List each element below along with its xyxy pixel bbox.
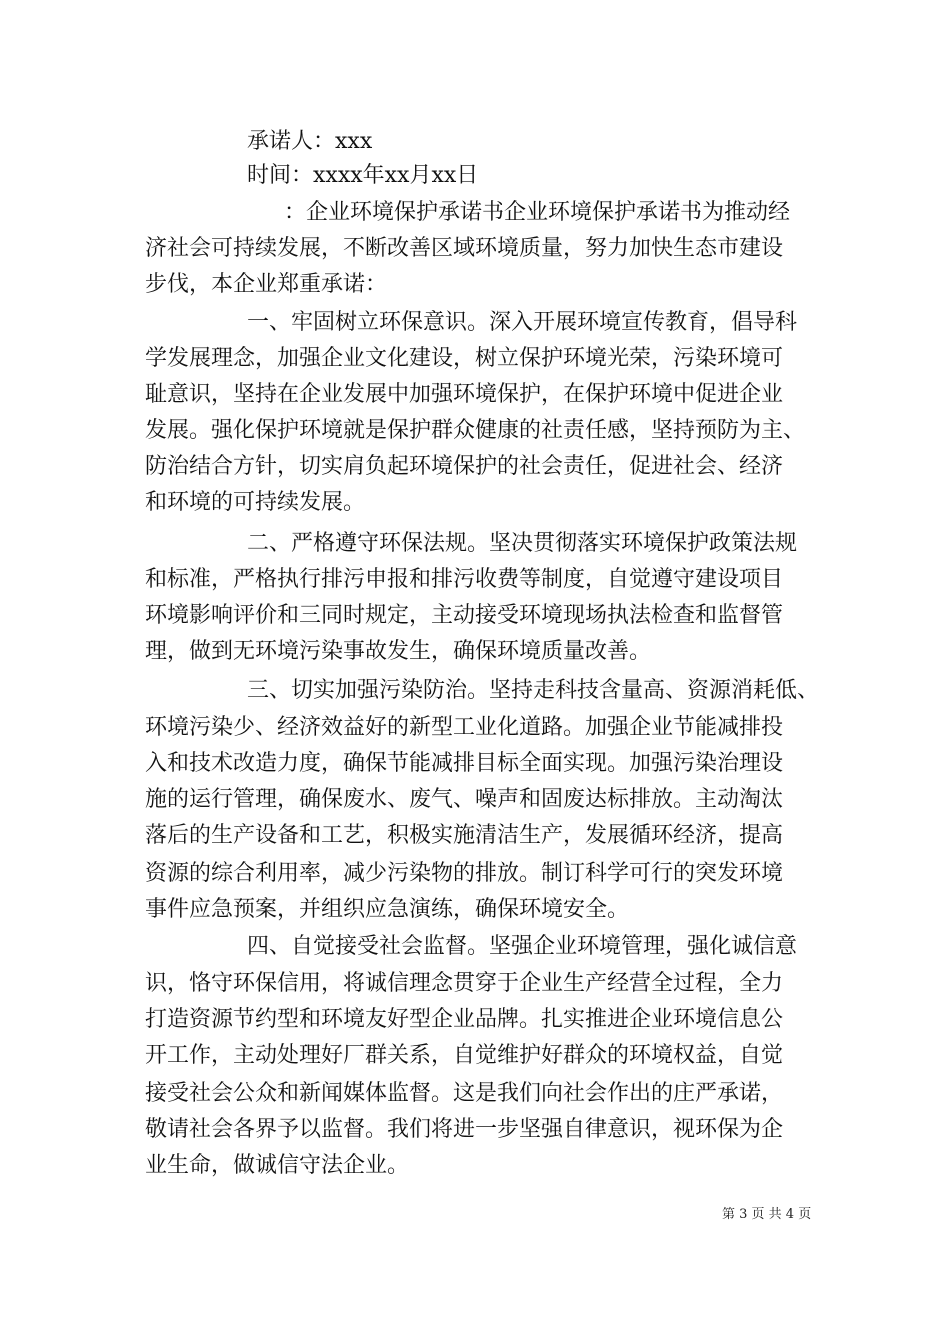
section-four-line: 打造资源节约型和环境友好型企业品牌。扎实推进企业环境信息公 [145,1007,784,1032]
section-four-line: 接受社会公众和新闻媒体监督。这是我们向社会作出的庄严承诺， [145,1081,784,1106]
section-one-line: 和环境的可持续发展。 [145,490,366,515]
section-two-line: 和标准，严格执行排污申报和排污收费等制度，自觉遵守建设项目 [145,567,784,592]
date-line: 时间：xxxx年xx月xx日 [247,163,479,188]
section-one-line: 耻意识，坚持在企业发展中加强环境保护，在保护环境中促进企业 [145,382,784,407]
section-three-line: 资源的综合利用率，减少污染物的排放。制订科学可行的突发环境 [145,861,784,886]
intro-paragraph-line: ：企业环境保护承诺书企业环境保护承诺书为推动经 [284,200,791,225]
section-three-line: 落后的生产设备和工艺，积极实施清洁生产，发展循环经济，提高 [145,823,784,848]
page-number: 第 3 页 共 4 页 [722,1207,812,1222]
section-one-line: 防治结合方针，切实肩负起环境保护的社会责任，促进社会、经济 [145,454,784,479]
section-one-line: 一、牢固树立环保意识。深入开展环境宣传教育，倡导科 [247,310,798,335]
section-three-line: 三、切实加强污染防治。坚持走科技含量高、资源消耗低、 [247,678,820,703]
section-two-line: 二、严格遵守环保法规。坚决贯彻落实环境保护政策法规 [247,531,798,556]
section-three-line: 施的运行管理，确保废水、废气、噪声和固废达标排放。主动淘汰 [145,787,784,812]
section-four-line: 四、自觉接受社会监督。坚强企业环境管理，强化诚信意 [247,934,798,959]
section-four-line: 识，恪守环保信用，将诚信理念贯穿于企业生产经营全过程，全力 [145,971,784,996]
section-two-line: 环境影响评价和三同时规定，主动接受环境现场执法检查和监督管 [145,603,784,628]
signatory-line: 承诺人：xxx [247,129,373,154]
section-three-line: 事件应急预案，并组织应急演练，确保环境安全。 [145,897,630,922]
section-three-line: 入和技术改造力度，确保节能减排目标全面实现。加强污染治理设 [145,751,784,776]
section-four-line: 开工作，主动处理好厂群关系，自觉维护好群众的环境权益，自觉 [145,1043,784,1068]
section-three-line: 环境污染少、经济效益好的新型工业化道路。加强企业节能减排投 [145,715,784,740]
section-two-line: 理，做到无环境污染事故发生，确保环境质量改善。 [145,639,652,664]
section-four-line: 敬请社会各界予以监督。我们将进一步坚强自律意识，视环保为企 [145,1117,784,1142]
section-four-line: 业生命，做诚信守法企业。 [145,1153,410,1178]
section-one-line: 发展。强化保护环境就是保护群众健康的社责任感，坚持预防为主、 [145,418,806,443]
intro-paragraph-line: 步伐，本企业郑重承诺： [145,272,388,297]
section-one-line: 学发展理念，加强企业文化建设，树立保护环境光荣，污染环境可 [145,346,784,371]
intro-paragraph-line: 济社会可持续发展，不断改善区域环境质量，努力加快生态市建设 [145,236,784,261]
